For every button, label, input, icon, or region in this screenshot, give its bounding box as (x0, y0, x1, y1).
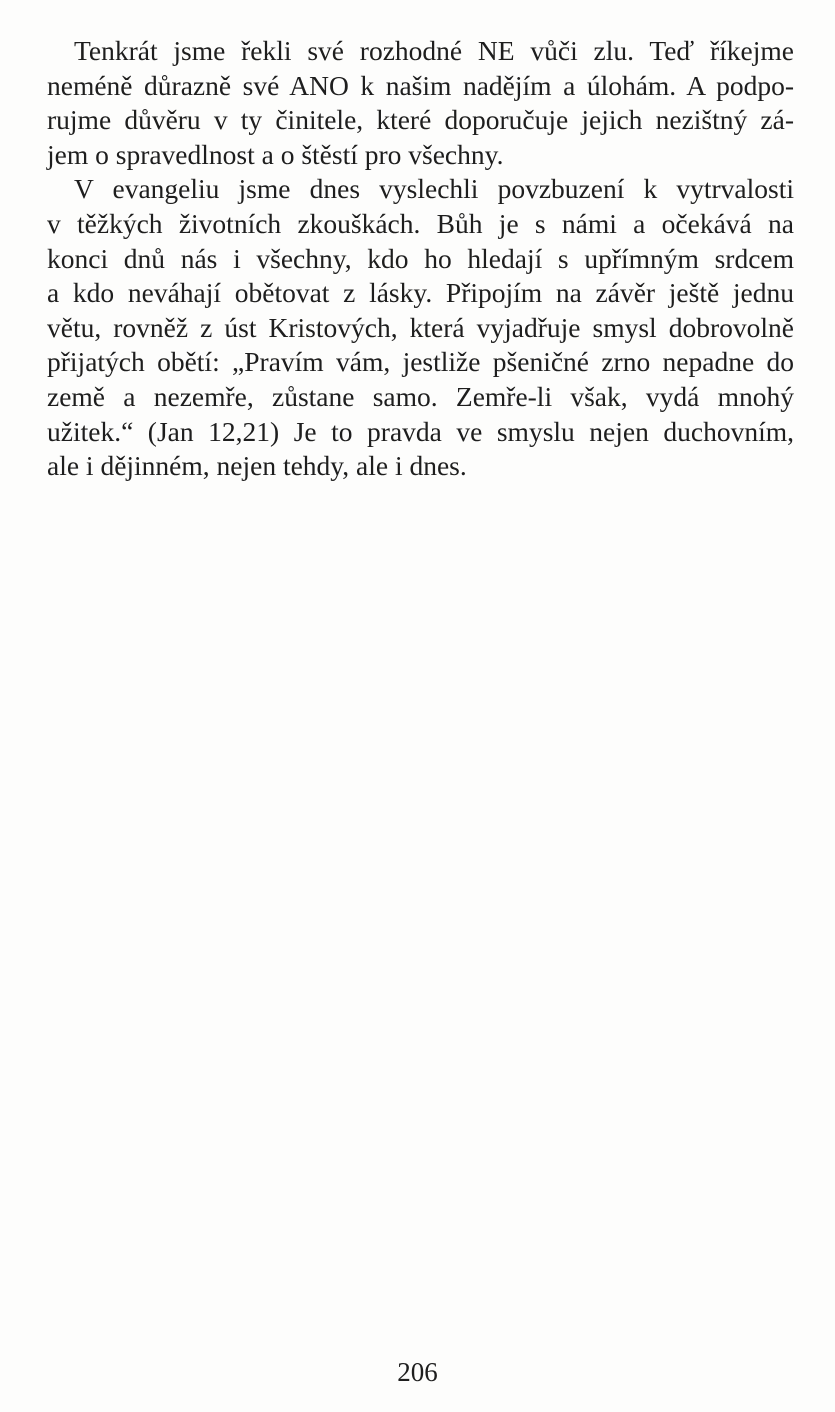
text-line: Tenkrát jsme řekli své rozhodné NE vůči zlu. Teď říkejme (74, 35, 794, 66)
text-line: ale i dějinném, nejen tehdy, ale i dnes. (47, 450, 467, 482)
text-line: konci dnů nás i všechny, kdo ho hledají s upřímným srdcem (47, 242, 794, 274)
text-line: rujme důvěru v ty činitele, které doporučuje jejich nezištný zá- (47, 104, 794, 136)
text-line: užitek.“ (Jan 12,21) Je to pravda ve smyslu nejen duchovním, (47, 415, 794, 447)
text-line: v těžkých životních zkouškách. Bůh je s námi a očekává na (47, 207, 794, 239)
text-line: země a nezemře, zůstane samo. Zemře-li však, vydá mnohý (47, 380, 794, 412)
text-line: jem o spravedlnost a o štěstí pro všechny. (47, 138, 504, 170)
text-line: V evangeliu jsme dnes vyslechli povzbuzení k vytrvalosti (74, 173, 794, 205)
body-text (47, 34, 794, 484)
text-line: a kdo neváhají obětovat z lásky. Připojím na závěr ještě jednu (47, 277, 794, 309)
text-line: přijatých obětí: „Pravím vám, jestliže pšeničné zrno nepadne do (47, 346, 794, 378)
page-number: 206 (397, 1357, 438, 1387)
text-line: větu, rovněž z úst Kristových, která vyjadřuje smysl dobrovolně (47, 311, 794, 343)
text-line: neméně důrazně své ANO k našim nadějím a úlohám. A podpo- (47, 69, 794, 101)
paragraph-1 (47, 34, 794, 172)
paragraph-2 (47, 172, 794, 483)
